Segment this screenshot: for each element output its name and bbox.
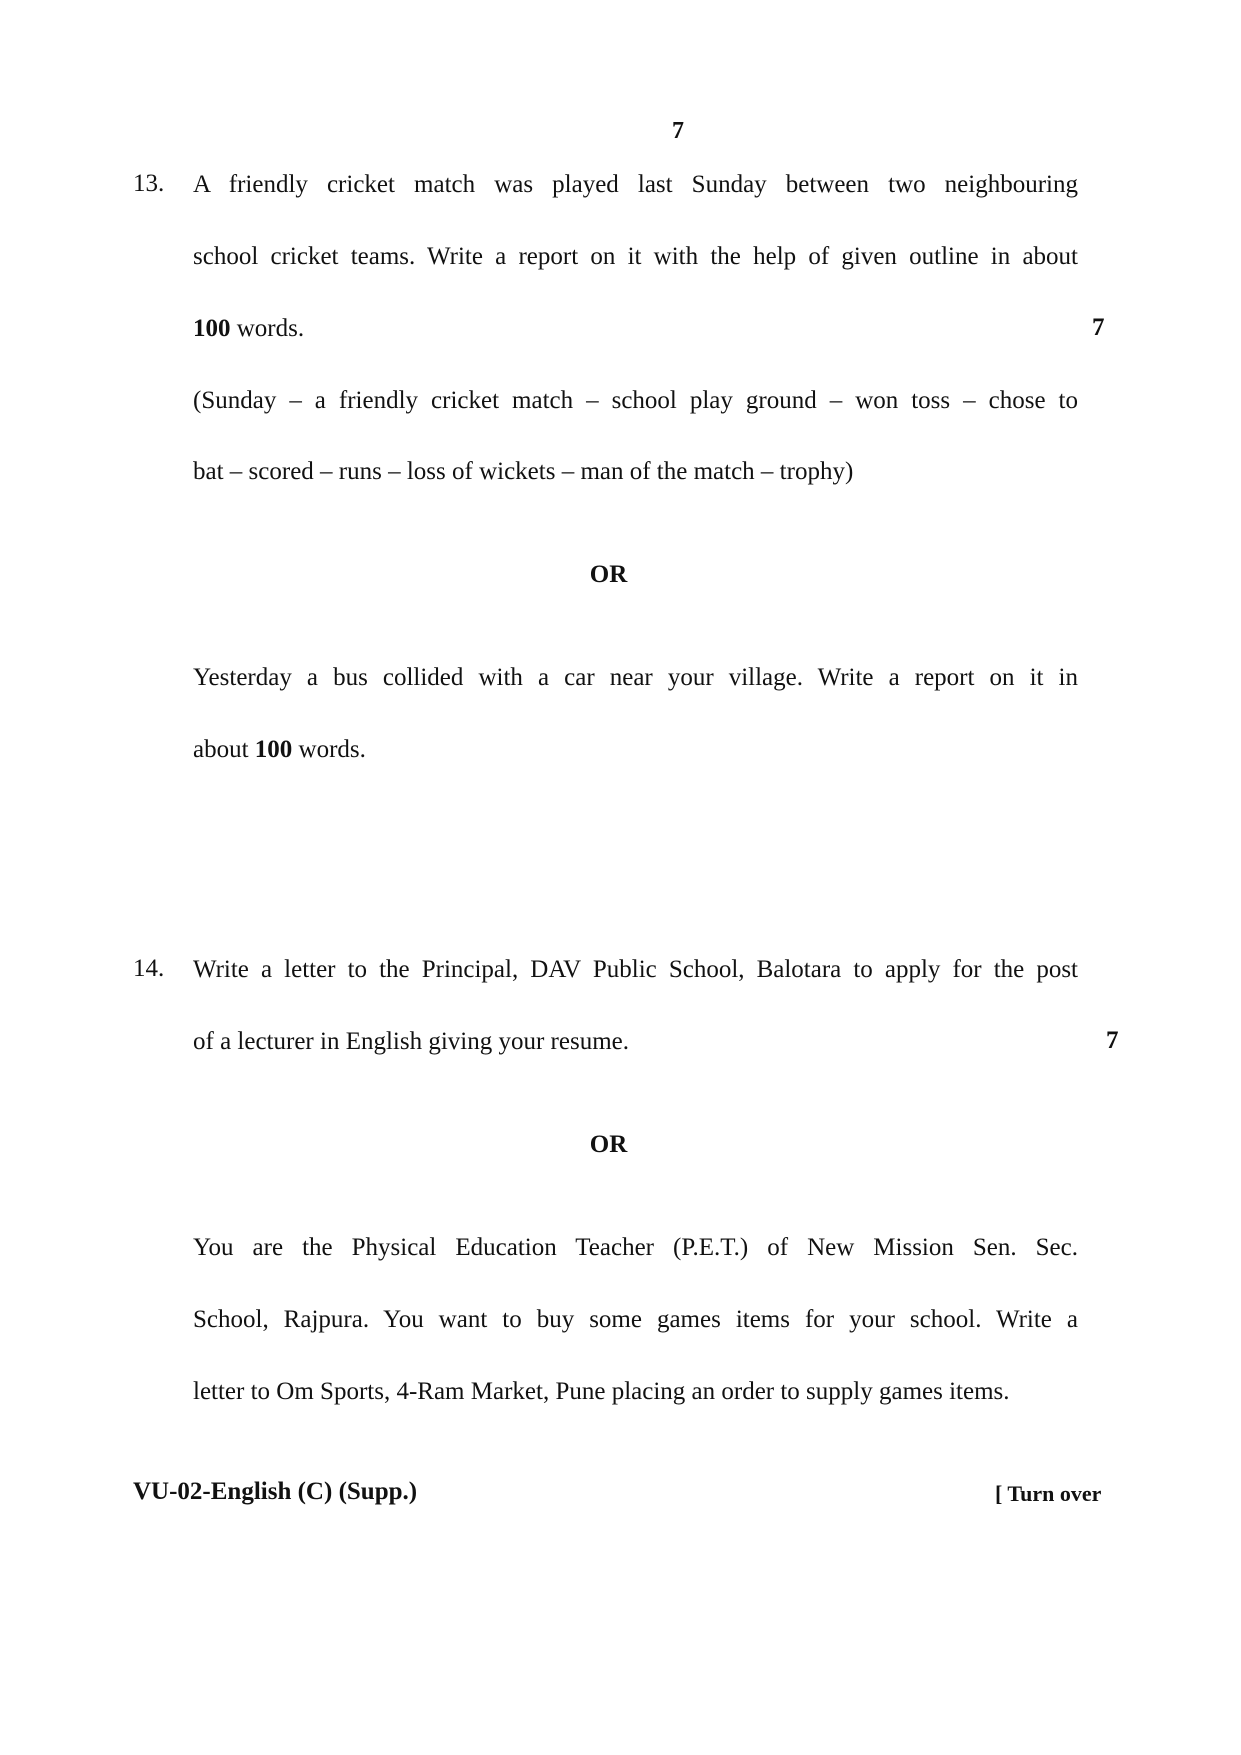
question-13-number: 13.: [133, 170, 165, 197]
question-14-number: 14.: [133, 955, 165, 982]
question-14-alt-line-3: letter to Om Sports, 4-Ram Market, Pune placing an order to supply games items.: [193, 1378, 1010, 1405]
question-14-alt-line-2: School, Rajpura. You want to buy some games items for your school. Write a: [193, 1306, 1078, 1333]
paper-code: VU-02-English (C) (Supp.): [133, 1478, 418, 1505]
alt-word-count-bold: 100: [254, 736, 293, 763]
page-number: 7: [672, 118, 684, 144]
alt-line-prefix: about: [193, 736, 255, 763]
word-count-suffix: words.: [230, 315, 305, 342]
alt-line-suffix: words.: [292, 736, 366, 763]
question-13-line-2: school cricket teams. Write a report on it with the help of given outline in about: [193, 243, 1078, 270]
question-14-marks: 7: [1106, 1027, 1119, 1054]
word-count-bold: 100: [193, 315, 231, 342]
question-13-alt-line-1: Yesterday a bus collided with a car near your village. Write a report on it in: [193, 664, 1078, 691]
question-14-line-2: of a lecturer in English giving your resume.: [193, 1028, 629, 1055]
question-13-line-1: A friendly cricket match was played last Sunday between two neighbouring: [193, 171, 1078, 198]
question-14-line-1: Write a letter to the Principal, DAV Public School, Balotara to apply for the post: [193, 956, 1078, 983]
question-13-alt-line-2: [193, 735, 1078, 765]
question-13-or: OR: [589, 561, 628, 588]
question-13-marks: 7: [1092, 314, 1105, 341]
question-13-outline-line-1: (Sunday – a friendly cricket match – school play ground – won toss – chose to: [193, 387, 1078, 414]
question-13-line-3: [193, 314, 1078, 344]
question-14-alt-line-1: You are the Physical Education Teacher (P.E.T.) of New Mission Sen. Sec.: [193, 1234, 1078, 1261]
question-14-or: OR: [589, 1131, 628, 1158]
question-13-outline-line-2: bat – scored – runs – loss of wickets – man of the match – trophy): [193, 458, 854, 485]
turn-over-label: [ Turn over: [995, 1481, 1102, 1506]
